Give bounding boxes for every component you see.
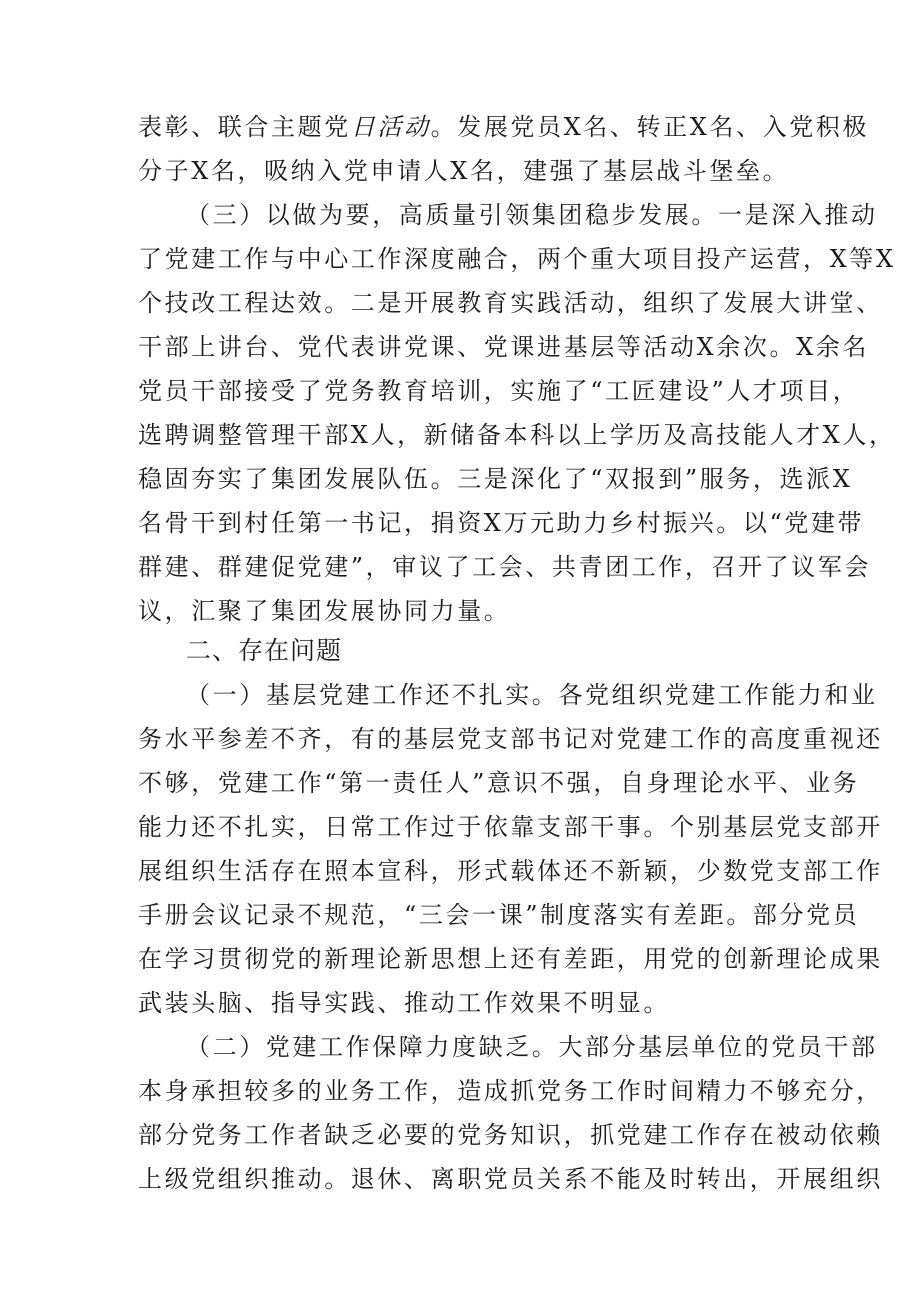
paragraph-line: （三）以做为要，高质量引领集团稳步发展。一是深入推动 <box>186 201 878 229</box>
paragraph-line: 能力还不扎实，日常工作过于依靠支部干事。个别基层党支部开 <box>138 813 883 841</box>
section-heading: 二、存在问题 <box>186 636 343 665</box>
paragraph-line: （二）党建工作保障力度缺乏。大部分基层单位的党员干部 <box>186 1033 878 1061</box>
paragraph-line: 手册会议记录不规范，“三会一课”制度落实有差距。部分党员 <box>138 901 860 929</box>
paragraph-line: 个技改工程达效。二是开展教育实践活动，组织了发展大讲堂、 <box>138 289 883 317</box>
paragraph-line: 在学习贯彻党的新理论新思想上还有差距，用党的创新理论成果 <box>138 945 883 973</box>
paragraph-line: 了党建工作与中心工作深度融合，两个重大项目投产运营，X等X <box>138 245 896 273</box>
paragraph-line: 选聘调整管理干部X人，新储备本科以上学历及高技能人才X人， <box>138 421 896 449</box>
paragraph-line: 干部上讲台、党代表讲党课、党课进基层等活动X余次。X余名 <box>138 333 869 361</box>
paragraph-line: 名骨干到村任第一书记，捐资X万元助力乡村振兴。以“党建带 <box>138 509 865 537</box>
paragraph-line: 务水平参差不齐，有的基层党支部书记对党建工作的高度重视还 <box>138 725 883 753</box>
paragraph-line: （一）基层党建工作还不扎实。各党组织党建工作能力和业 <box>186 681 878 709</box>
paragraph-line: 群建、群建促党建”，审议了工会、共青团工作，召开了议军会 <box>138 553 872 581</box>
paragraph-line: 稳固夯实了集团发展队伍。三是深化了“双报到”服务，选派X <box>138 465 853 493</box>
paragraph-line: 部分党务工作者缺乏必要的党务知识，抓党建工作存在被动依赖 <box>138 1121 883 1149</box>
paragraph-line: 展组织生活存在照本宣科，形式载体还不新颖，少数党支部工作 <box>138 857 883 885</box>
paragraph-line: 分子X名，吸纳入党申请人X名，建强了基层战斗堡垒。 <box>138 157 790 185</box>
paragraph-line: 不够，党建工作“第一责任人”意识不强，自身理论水平、业务 <box>138 769 860 797</box>
paragraph-line: 党员干部接受了党务教育培训，实施了“工匠建设”人才项目， <box>138 377 860 405</box>
paragraph-line: 表彰、联合主题党日活动。发展党员X名、转正X名、入党积极 <box>138 113 869 141</box>
paragraph-line: 本身承担较多的业务工作，造成抓党务工作时间精力不够充分， <box>138 1077 883 1105</box>
paragraph-line: 议，汇聚了集团发展协同力量。 <box>138 597 511 625</box>
paragraph-line: 武装头脑、指导实践、推动工作效果不明显。 <box>138 989 670 1017</box>
paragraph-line: 上级党组织推动。退休、离职党员关系不能及时转出，开展组织 <box>138 1165 883 1193</box>
